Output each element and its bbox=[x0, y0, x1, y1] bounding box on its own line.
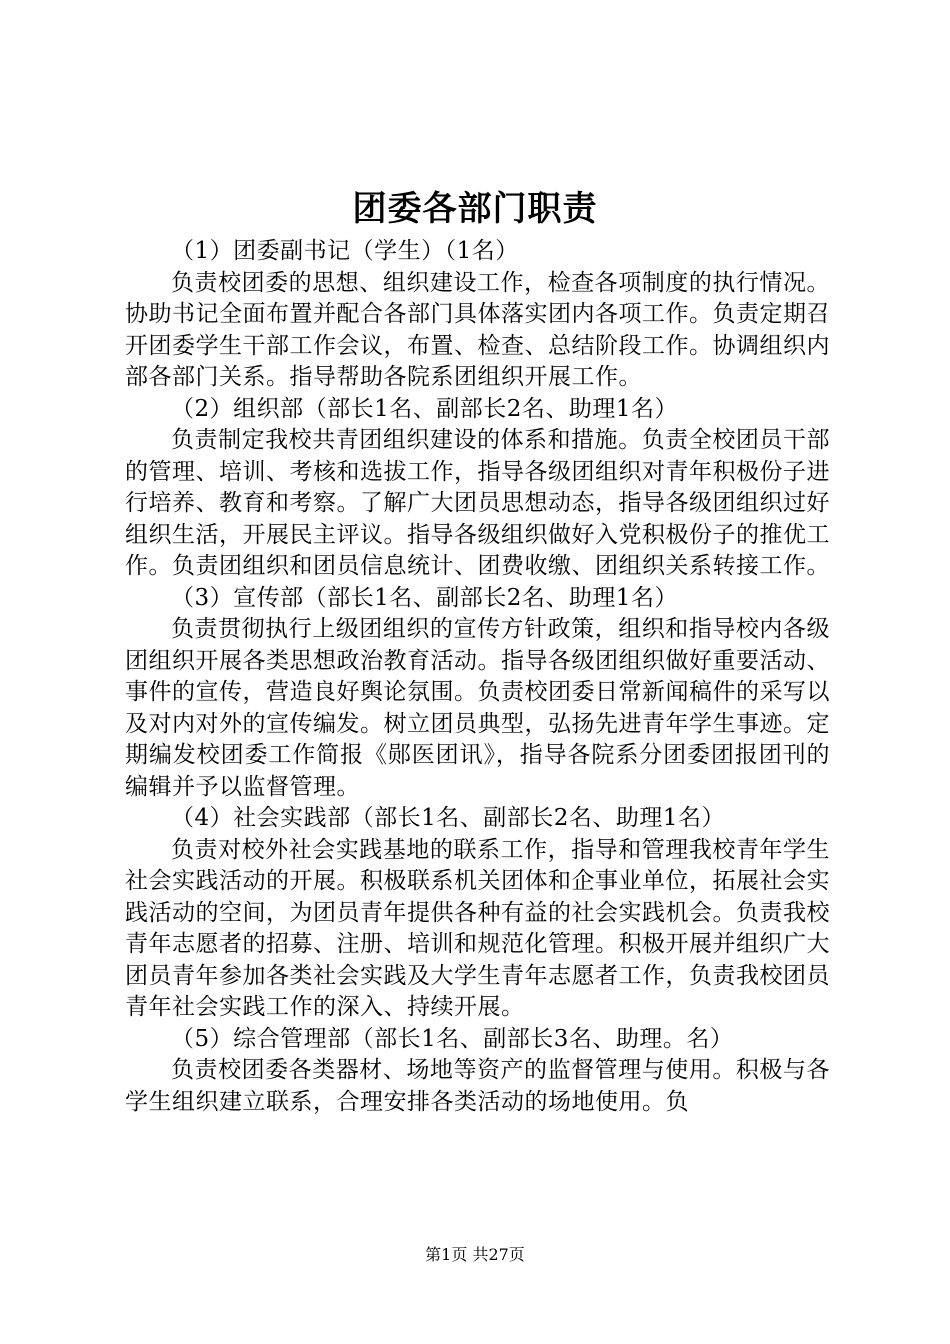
section-1-body: 负责校团委的思想、组织建设工作，检查各项制度的执行情况。协助书记全面布置并配合各部门具体落实团内各项工作。负责定期召开团委学生干部工作会议，布置、检查、总结阶段工作。协调组织内部各部门关系。指导帮助各院系团组织开展工作。 bbox=[125, 269, 830, 390]
section-3-body: 负责贯彻执行上级团组织的宣传方针政策，组织和指导校内各级团组织开展各类思想政治教育活动。指导各级团组织做好重要活动、事件的宣传，营造良好舆论氛围。负责校团委日常新闻稿件的采写以及对内对外的宣传编发。树立团员典型，弘扬先进青年学生事迹。定期编发校团委工作简报《郧医团讯》，指导各院系分团委团报团刊的编辑并予以监督管理。 bbox=[125, 616, 830, 800]
page-footer: 第1页 共27页 bbox=[425, 1245, 525, 1264]
section-1-heading: （1）团委副书记（学生）（1名） bbox=[171, 238, 519, 264]
section-2-body: 负责制定我校共青团组织建设的体系和措施。负责全校团员干部的管理、培训、考核和选拔工作，指导各级团组织对青年积极份子进行培养、教育和考察。了解广大团员思想动态，指导各级团组织过好组织生活，开展民主评议。指导各级组织做好入党积极份子的推优工作。负责团组织和团员信息统计、团费收缴、团组织关系转接工作。 bbox=[125, 427, 830, 579]
section-5-body: 负责校团委各类器材、场地等资产的监督管理与使用。积极与各学生组织建立联系，合理安排各类活动的场地使用。负 bbox=[125, 1057, 830, 1115]
section-5-heading: （5）综合管理部（部长1名、副部长3名、助理。名） bbox=[171, 1025, 734, 1052]
section-2-heading: （2）组织部（部长1名、副部长2名、助理1名） bbox=[171, 395, 679, 422]
section-4-heading: （4）社会实践部（部长1名、副部长2名、助理1名） bbox=[171, 805, 726, 831]
page-title: 团委各部门职责 bbox=[352, 189, 598, 229]
section-4-body: 负责对校外社会实践基地的联系工作，指导和管理我校青年学生社会实践活动的开展。积极联系机关团体和企事业单位，拓展社会实践活动的空间，为团员青年提供各种有益的社会实践机会。负责我校青年志愿者的招募、注册、培训和规范化管理。积极开展并组织广大团员青年参加各类社会实践及大学生青年志愿者工作，负责我校团员青年社会实践工作的深入、持续开展。 bbox=[125, 836, 830, 1020]
document-body bbox=[125, 236, 830, 1118]
section-3-heading: （3）宣传部（部长1名、副部长2名、助理1名） bbox=[171, 584, 679, 611]
